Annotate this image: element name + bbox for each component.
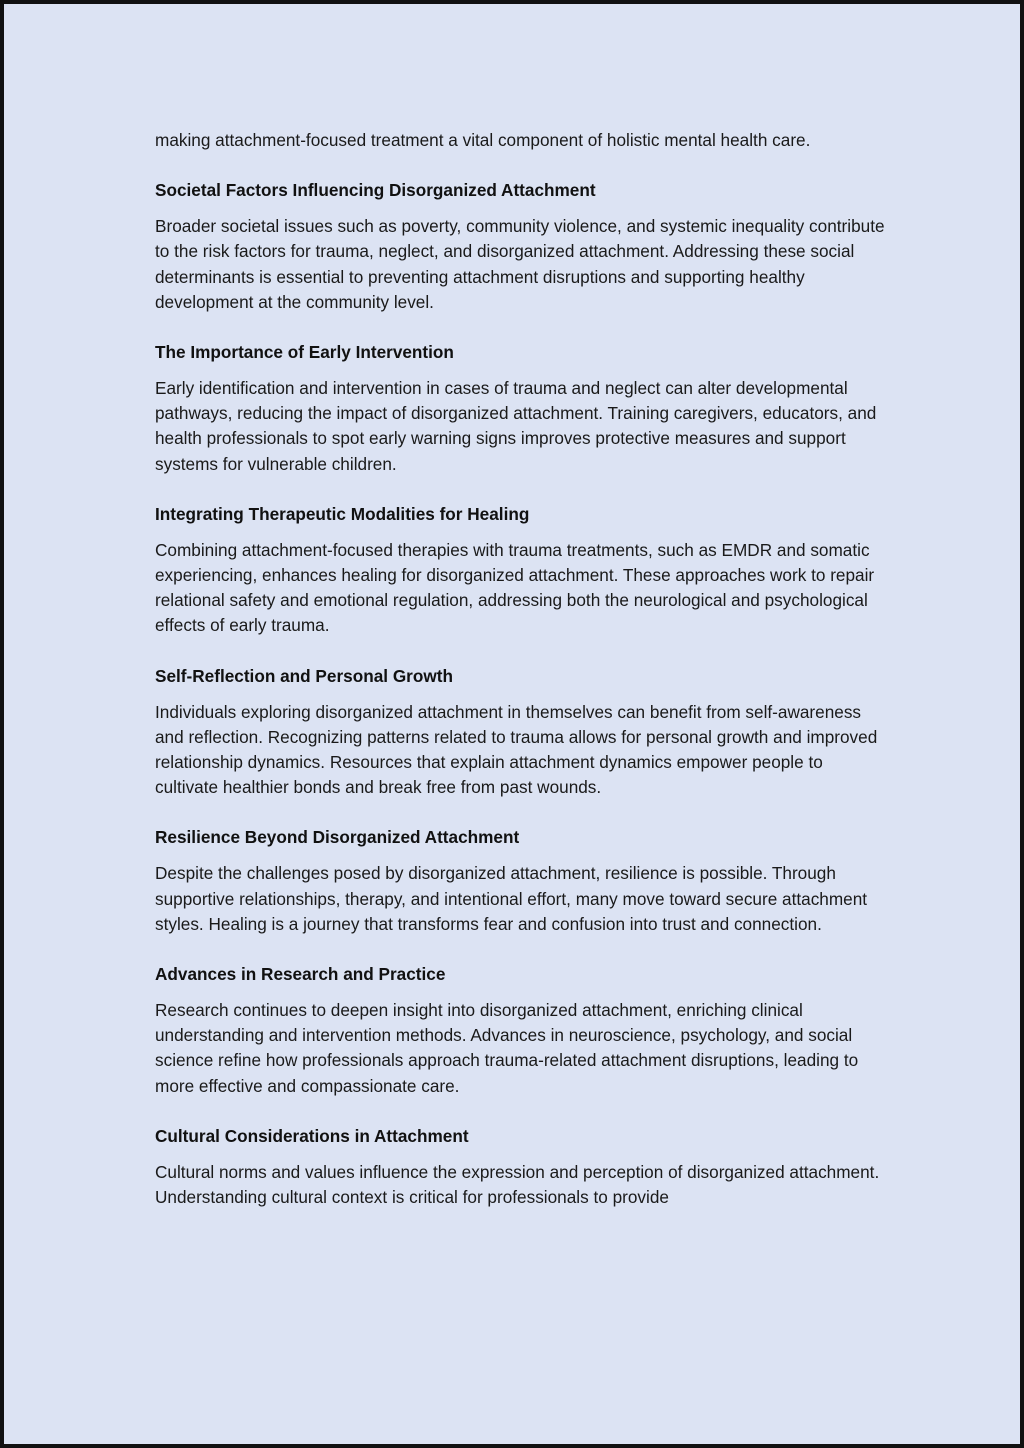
section-heading: The Importance of Early Intervention [155,342,454,363]
section-societal-factors [155,178,885,315]
document-content [155,128,885,1235]
section-heading: Self-Reflection and Personal Growth [155,665,453,686]
section-early-intervention [155,340,885,477]
section-body: Research continues to deepen insight into disorganized attachment, enriching clinical understanding and intervention methods. Advances in neuroscience, psychology, and social science refine how professionals approach trauma-related attachment disruptions, leading to more effective and compassionate care. [155,1000,859,1096]
section-heading: Integrating Therapeutic Modalities for Healing [155,503,530,524]
section-body: Despite the challenges posed by disorganized attachment, resilience is possible. Through supportive relationships, therapy, and intentional effort, many move toward secure attachment styles. Healing is a journey that transforms fear and confusion into trust and connection. [155,863,868,934]
section-cultural-considerations [155,1124,885,1210]
section-body: Combining attachment-focused therapies with trauma treatments, such as EMDR and somatic experiencing, enhances healing for disorganized attachment. These approaches work to repair relational safety and emotional regulation, addressing both the neurological and psychological effects of early trauma. [155,539,875,636]
section-heading: Cultural Considerations in Attachment [155,1125,469,1146]
section-heading: Advances in Research and Practice [155,964,446,985]
section-resilience [155,825,885,937]
section-heading: Societal Factors Influencing Disorganized Attachment [155,180,596,201]
section-self-reflection [155,664,885,801]
section-therapeutic-modalities [155,502,885,639]
section-research-practice [155,962,885,1099]
section-body: Broader societal issues such as poverty, community violence, and systemic inequality contribute to the risk factors for trauma, neglect, and disorganized attachment. Addressing these social determinants is essential to preventing attachment disruptions and supporting healthy development at the community level. [155,216,885,312]
section-body: Cultural norms and values influence the expression and perception of disorganized attachment. Understanding cultural context is critical for professionals to provide [155,1161,880,1208]
section-body: Individuals exploring disorganized attachment in themselves can benefit from self-awareness and reflection. Recognizing patterns related to trauma allows for personal growth and improved relationship dynamics. Resources that explain attachment dynamics empower people to cultivate healthier bonds and break free from past wounds. [155,701,878,798]
intro-paragraph: making attachment-focused treatment a vital component of holistic mental health care. [155,130,811,150]
section-heading: Resilience Beyond Disorganized Attachment [155,827,520,848]
section-body: Early identification and intervention in cases of trauma and neglect can alter developmental pathways, reducing the impact of disorganized attachment. Training caregivers, educators, and health professionals to spot early warning signs improves protective measures and support systems for vulnerable children. [155,378,877,474]
